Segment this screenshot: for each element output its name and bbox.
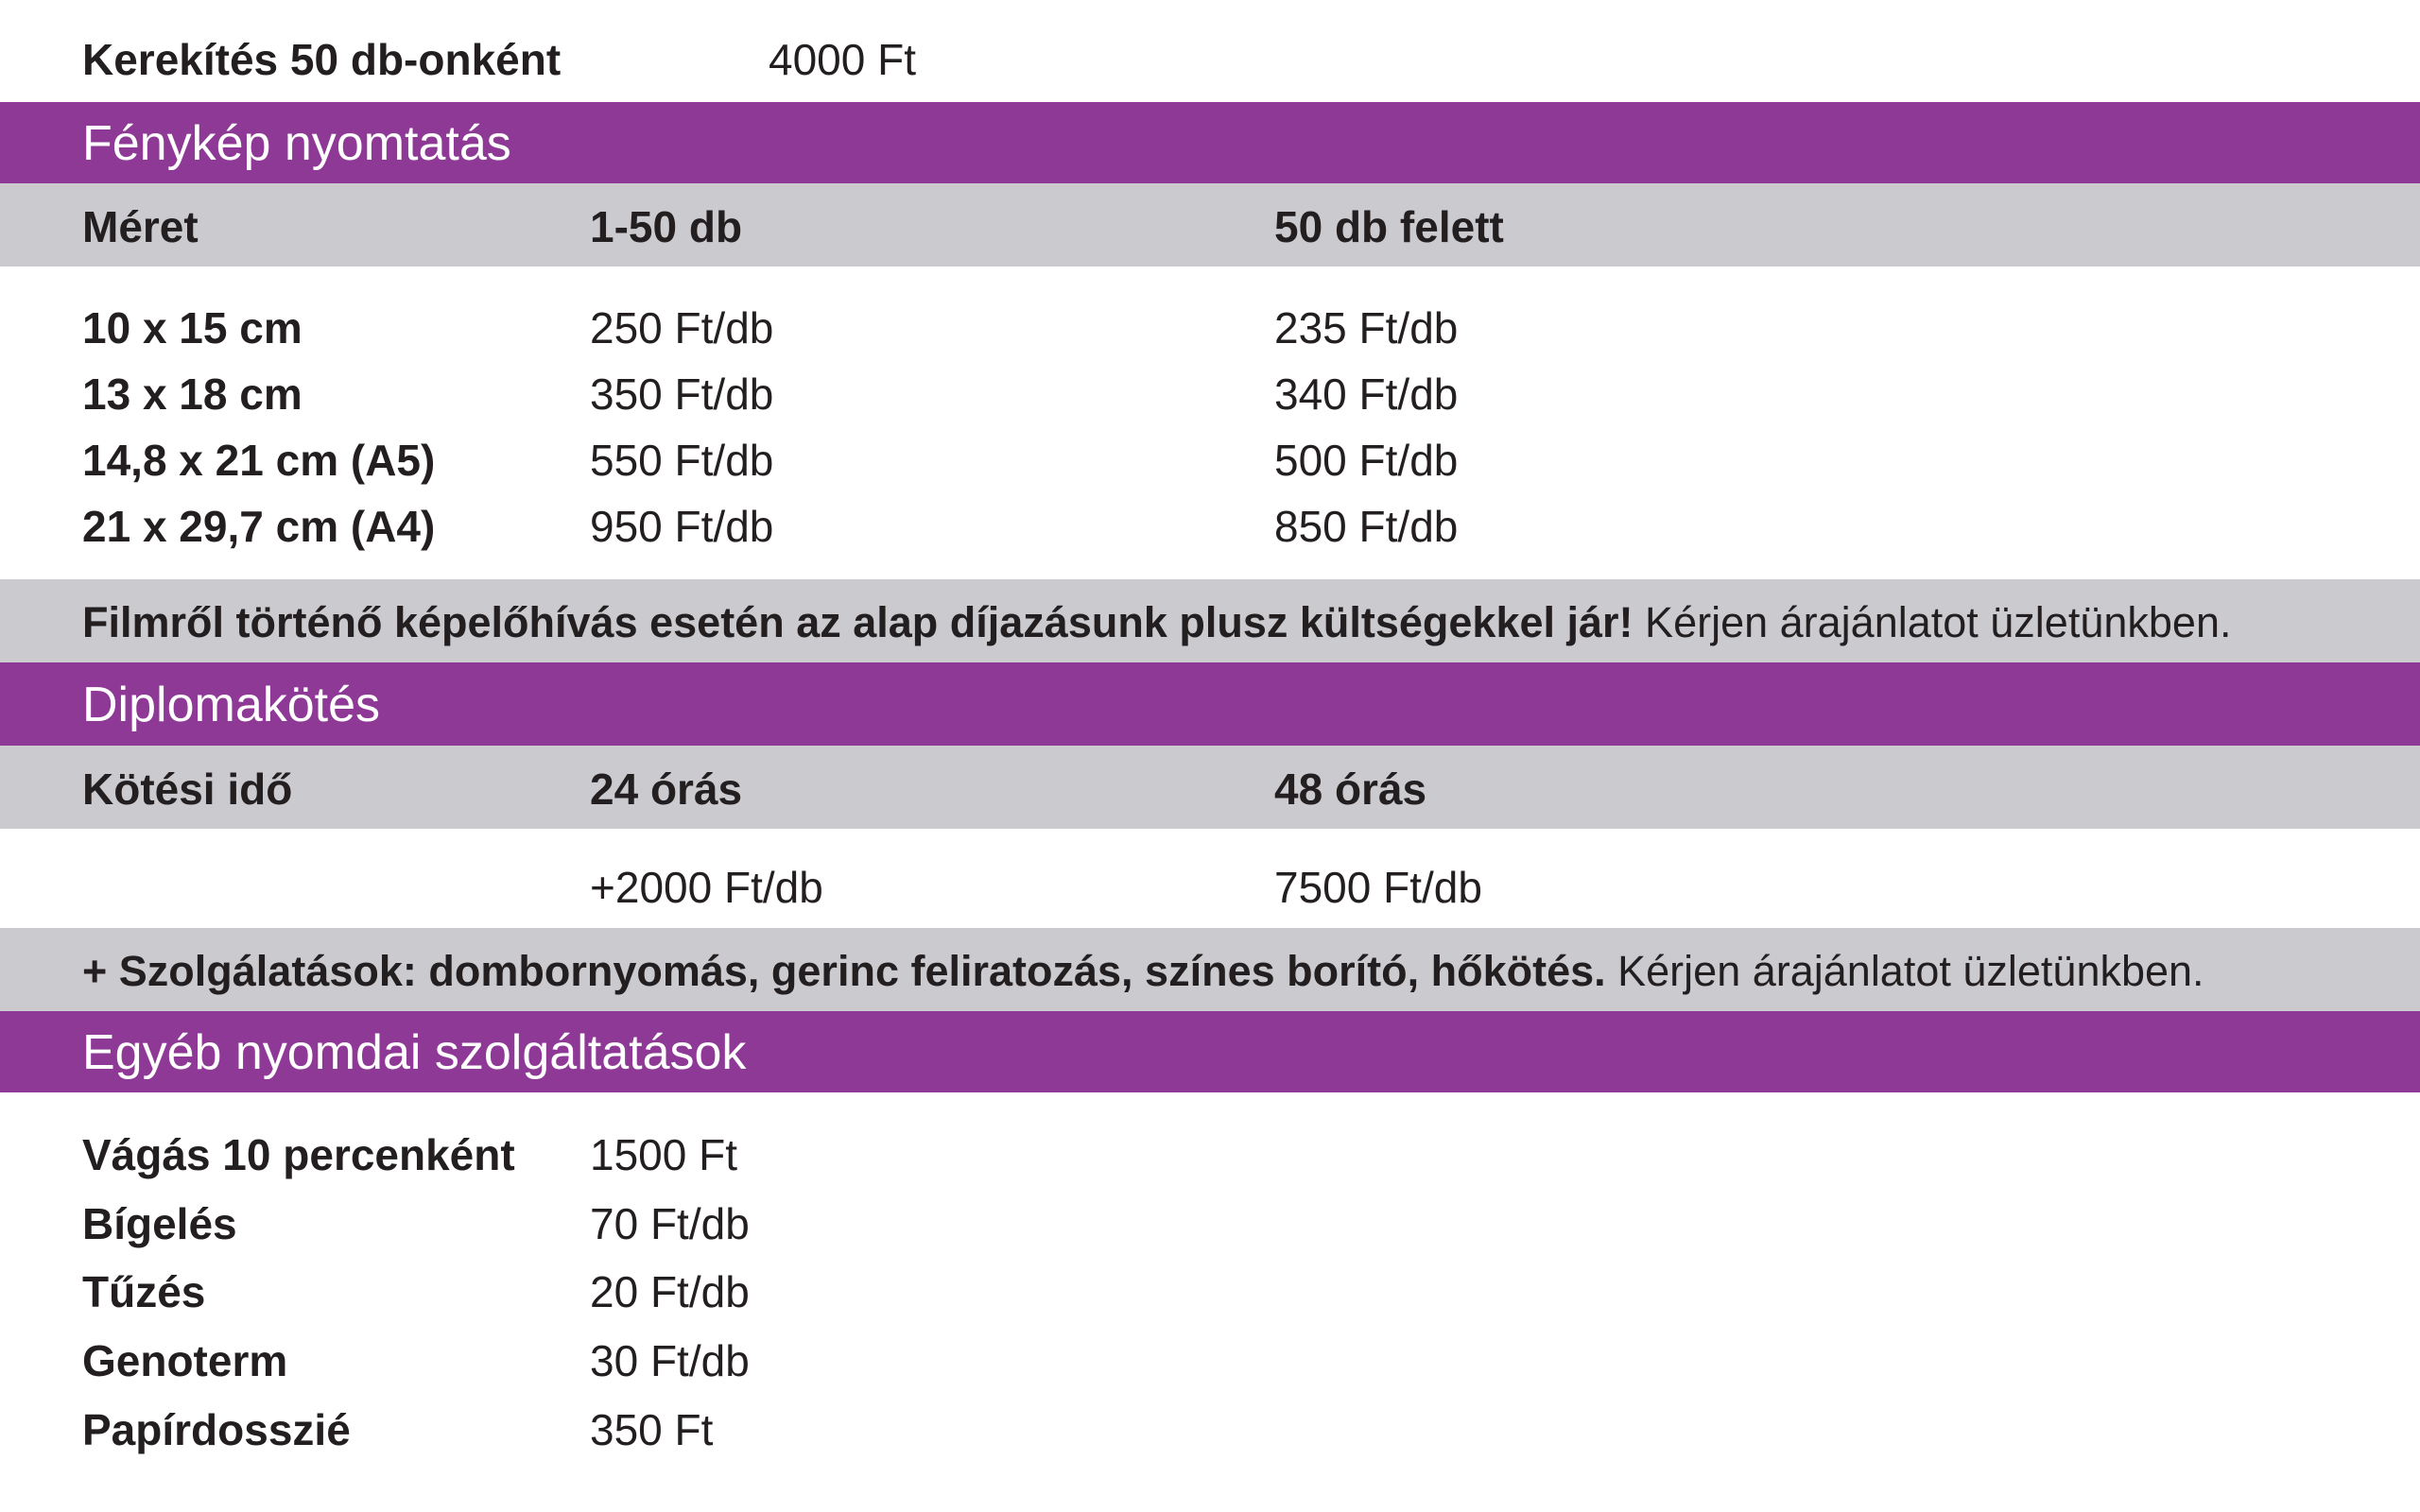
service-price: 70 Ft/db [590, 1199, 750, 1248]
section-title-other-services: Egyéb nyomdai szolgáltatások [82, 1025, 747, 1080]
service-label: Genoterm [82, 1336, 288, 1385]
rounding-label: Kerekítés 50 db-onként [82, 35, 562, 84]
service-price: 20 Ft/db [590, 1267, 750, 1316]
size-cell: 13 x 18 cm [82, 369, 302, 419]
service-label: Bígelés [82, 1199, 237, 1248]
table-row [0, 369, 2420, 419]
price-cell-small: 350 Ft/db [590, 369, 774, 419]
note-bold-text: + Szolgálatások: dombornyomás, gerinc feliratozás, színes borító, hőkötés. [82, 947, 1606, 995]
section-band-other-services [0, 1011, 2420, 1092]
column-header-binding-time: Kötési idő [82, 765, 293, 814]
column-header-over-50: 50 db felett [1274, 202, 1504, 251]
price-cell-small: 250 Ft/db [590, 303, 774, 352]
service-price: 350 Ft [590, 1405, 714, 1454]
service-price: 1500 Ft [590, 1130, 737, 1179]
note-diploma [82, 947, 2204, 995]
table-row [0, 435, 2420, 485]
list-item [0, 1266, 2420, 1314]
section-band-photo-print [0, 102, 2420, 183]
column-header-size: Méret [82, 202, 199, 251]
price-cell-small: 550 Ft/db [590, 436, 774, 485]
column-header-1-50: 1-50 db [590, 202, 743, 251]
service-label: Papírdosszié [82, 1405, 351, 1454]
price-cell-small: 950 Ft/db [590, 502, 774, 551]
section-title-diploma: Diplomakötés [82, 678, 381, 732]
table-row [0, 302, 2420, 350]
note-photo-print [82, 598, 2232, 646]
section-title-photo-print: Fénykép nyomtatás [82, 116, 511, 171]
rounding-value: 4000 Ft [769, 35, 916, 84]
note-band-photo-print [0, 579, 2420, 662]
price-cell-48h: 7500 Ft/db [1274, 863, 1482, 912]
table-header-diploma [0, 746, 2420, 829]
price-cell-24h: +2000 Ft/db [590, 863, 823, 912]
size-cell: 10 x 15 cm [82, 303, 302, 352]
service-label: Tűzés [82, 1267, 206, 1316]
list-item [0, 1335, 2420, 1383]
price-cell-large: 500 Ft/db [1274, 436, 1459, 485]
table-row [0, 860, 2420, 912]
service-price: 30 Ft/db [590, 1336, 750, 1385]
price-cell-large: 850 Ft/db [1274, 502, 1459, 551]
table-header-photo-print [0, 183, 2420, 266]
column-header-24h: 24 órás [590, 765, 743, 814]
section-band-diploma [0, 662, 2420, 746]
column-header-48h: 48 órás [1274, 765, 1427, 814]
note-regular-text: Kérjen árajánlatot üzletünkben. [1633, 598, 2232, 646]
note-regular-text: Kérjen árajánlatot üzletünkben. [1605, 947, 2204, 995]
list-item [0, 1129, 2420, 1177]
list-item [0, 1198, 2420, 1246]
price-cell-large: 340 Ft/db [1274, 369, 1459, 419]
note-band-diploma [0, 928, 2420, 1011]
price-cell-large: 235 Ft/db [1274, 303, 1459, 352]
list-item [0, 1404, 2420, 1452]
size-cell: 21 x 29,7 cm (A4) [82, 502, 436, 551]
service-label: Vágás 10 percenként [82, 1130, 515, 1179]
note-bold-text: Filmről történő képelőhívás esetén az alap díjazásunk plusz kültségekkel jár! [82, 598, 1634, 646]
table-row [0, 501, 2420, 551]
size-cell: 14,8 x 21 cm (A5) [82, 436, 436, 485]
